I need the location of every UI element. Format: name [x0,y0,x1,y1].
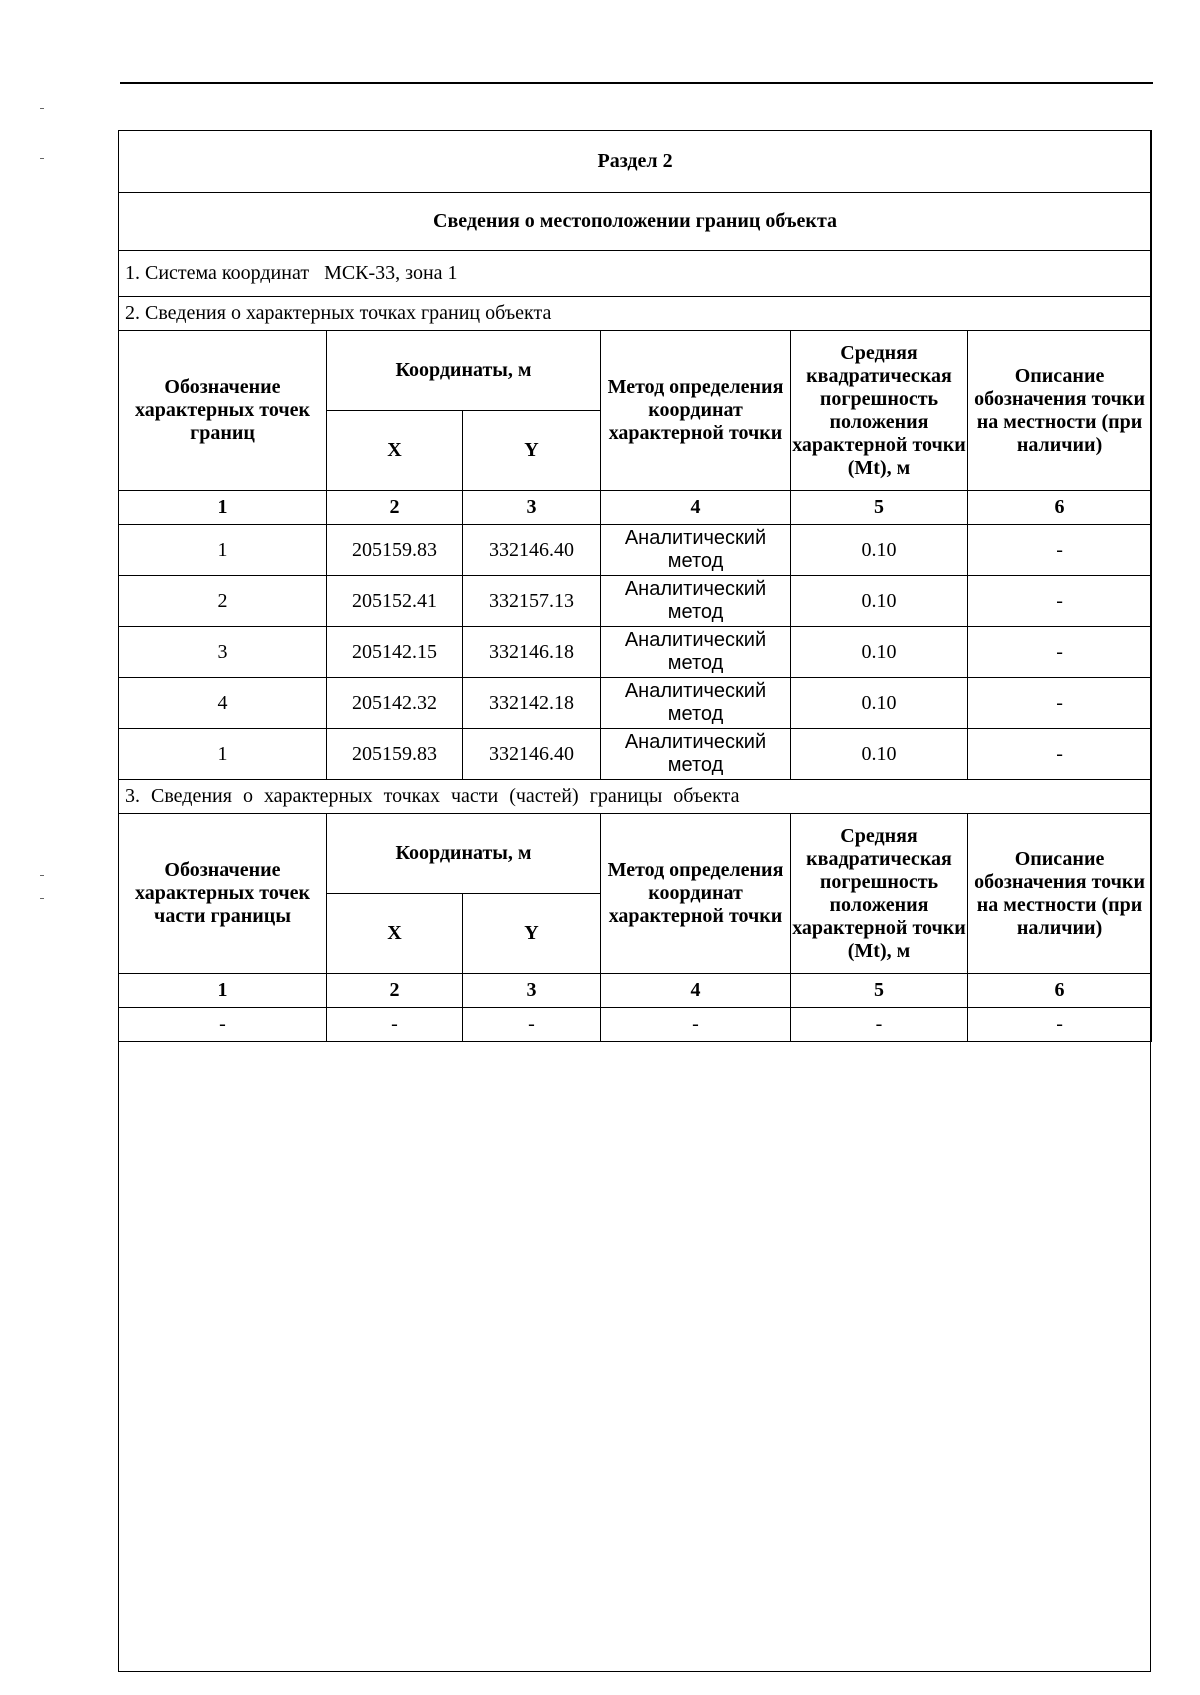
point-id: 1 [119,729,327,780]
table-row [119,1008,1152,1042]
column-number: 6 [968,974,1152,1008]
error-value: 0.10 [791,678,968,729]
coord-y: 332142.18 [463,678,601,729]
coord-system-value: МСК-33, зона 1 [324,262,458,284]
coord-system-label: 1. Система координат [125,262,310,284]
margin-mark [40,898,44,899]
error-value: 0.10 [791,627,968,678]
point-description: - [968,525,1152,576]
table-row [119,525,1152,576]
method: Аналитический метод [601,627,791,678]
point-description: - [968,1008,1152,1042]
header-coordinates: Координаты, м [327,331,601,411]
error-value: 0.10 [791,525,968,576]
coord-y: - [463,1008,601,1042]
part-points-title: 3. Сведения о характерных точках части (частей) границы объекта [119,780,1152,814]
header-description: Описание обозначения точки на местности (при наличии) [968,814,1152,974]
error-value: 0.10 [791,729,968,780]
column-number: 4 [601,491,791,525]
point-description: - [968,729,1152,780]
method: Аналитический метод [601,678,791,729]
margin-mark [40,875,44,876]
header-description: Описание обозначения точки на местности (при наличии) [968,331,1152,491]
point-description: - [968,576,1152,627]
column-number: 5 [791,491,968,525]
method: Аналитический метод [601,729,791,780]
header-y: Y [463,894,601,974]
method: Аналитический метод [601,525,791,576]
coord-x: 205159.83 [327,525,463,576]
header-designation: Обозначение характерных точек части границы [119,814,327,974]
error-value: 0.10 [791,576,968,627]
table-row [119,729,1152,780]
column-number: 6 [968,491,1152,525]
header-x: X [327,894,463,974]
coord-y: 332157.13 [463,576,601,627]
header-error: Средняя квадратическая погрешность положения характерной точки (Mt), м [791,331,968,491]
coord-system-line [119,251,1152,297]
method: Аналитический метод [601,576,791,627]
point-description: - [968,678,1152,729]
section-title: Раздел 2 [119,131,1152,193]
column-number: 2 [327,491,463,525]
section-subtitle: Сведения о местоположении границ объекта [119,193,1152,251]
coord-y: 332146.18 [463,627,601,678]
header-coordinates: Координаты, м [327,814,601,894]
column-number: 1 [119,491,327,525]
table-row [119,576,1152,627]
coord-y: 332146.40 [463,525,601,576]
table-row [119,627,1152,678]
coord-x: 205159.83 [327,729,463,780]
column-number: 2 [327,974,463,1008]
point-id: 3 [119,627,327,678]
coord-y: 332146.40 [463,729,601,780]
margin-mark [40,158,44,159]
section-table [118,130,1152,1042]
error-value: - [791,1008,968,1042]
point-id: - [119,1008,327,1042]
top-rule [120,82,1153,84]
coord-x: 205142.32 [327,678,463,729]
column-number: 5 [791,974,968,1008]
header-y: Y [463,411,601,491]
boundary-points-title: 2. Сведения о характерных точках границ объекта [119,297,1152,331]
header-error: Средняя квадратическая погрешность положения характерной точки (Mt), м [791,814,968,974]
coord-x: 205142.15 [327,627,463,678]
header-method: Метод определения координат характерной точки [601,814,791,974]
point-id: 4 [119,678,327,729]
header-x: X [327,411,463,491]
column-number: 1 [119,974,327,1008]
point-description: - [968,627,1152,678]
column-number: 3 [463,491,601,525]
margin-mark [40,108,44,109]
header-method: Метод определения координат характерной точки [601,331,791,491]
column-number: 4 [601,974,791,1008]
point-id: 1 [119,525,327,576]
coord-x: 205152.41 [327,576,463,627]
coord-x: - [327,1008,463,1042]
table-row [119,678,1152,729]
method: - [601,1008,791,1042]
header-designation: Обозначение характерных точек границ [119,331,327,491]
column-number: 3 [463,974,601,1008]
point-id: 2 [119,576,327,627]
